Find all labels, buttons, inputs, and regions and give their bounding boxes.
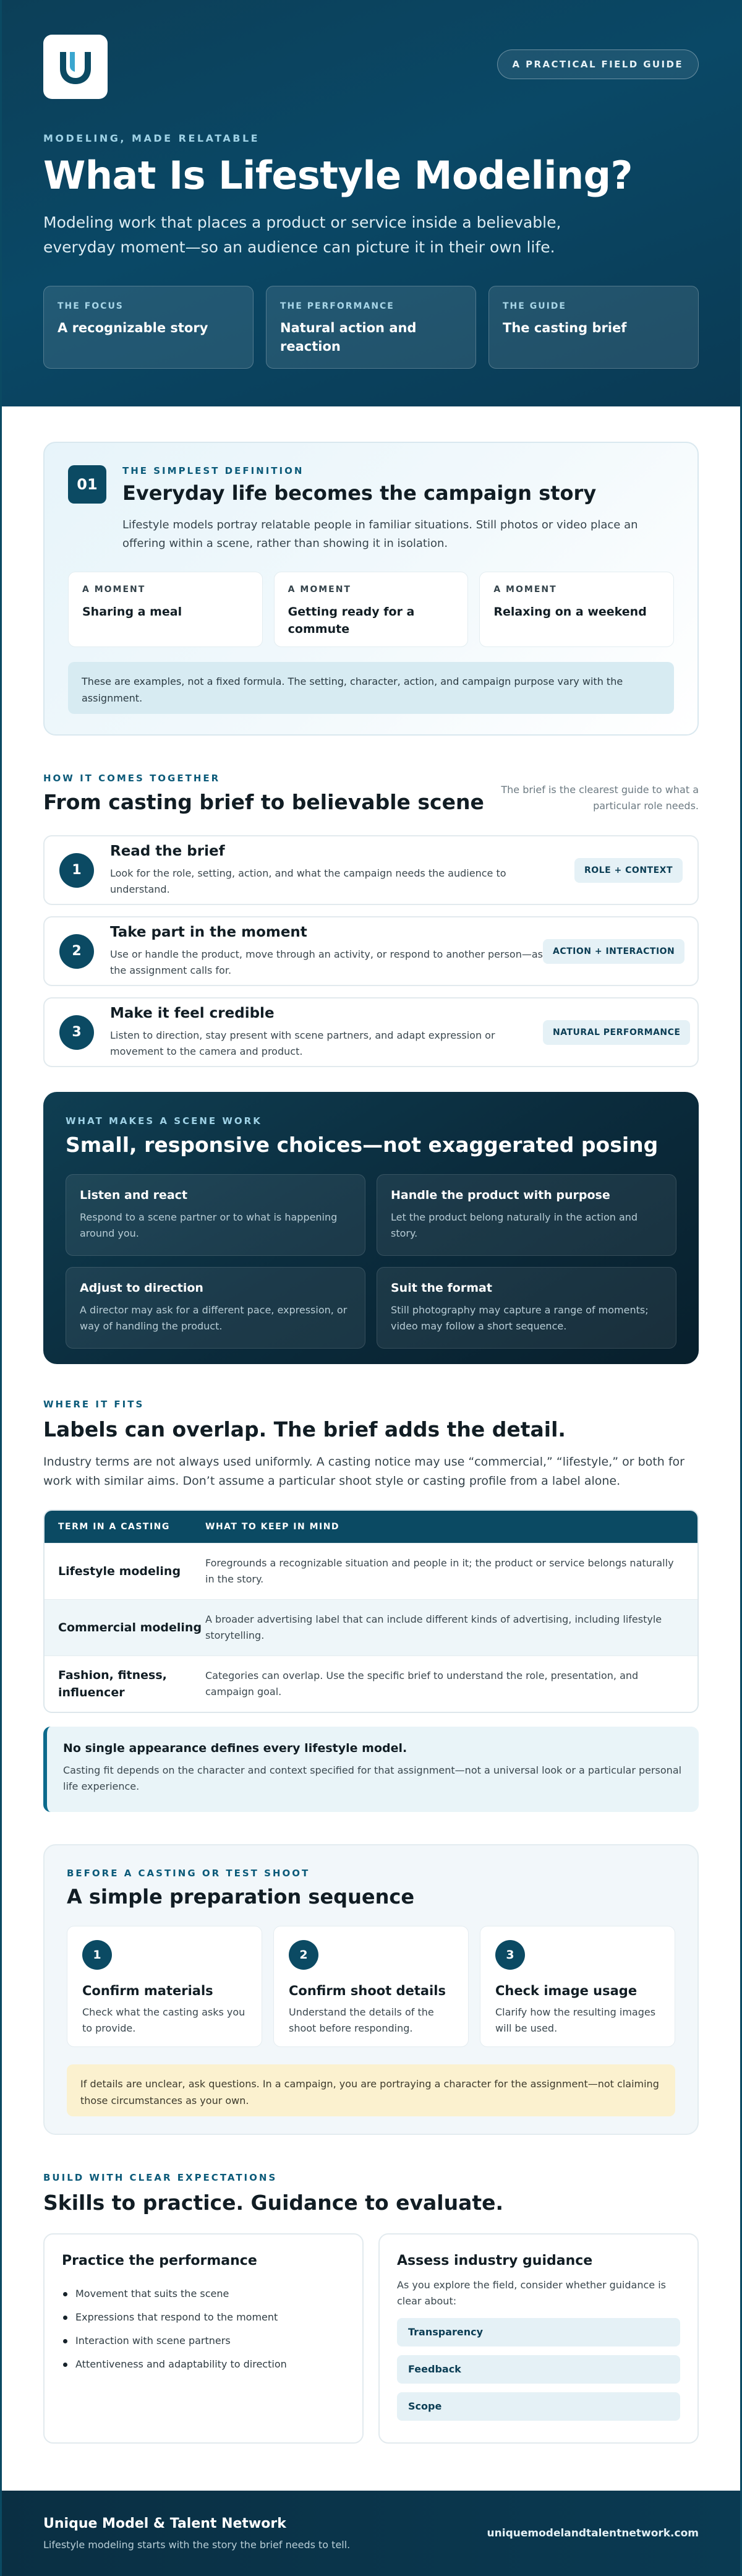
definition-section	[43, 442, 699, 736]
guidance-item: Scope	[397, 2392, 680, 2421]
appearance-callout	[43, 1727, 699, 1812]
guidance-title: Assess industry guidance	[397, 2253, 593, 2269]
practice-list	[62, 2282, 345, 2376]
scene-card-title: Listen and react	[80, 1188, 188, 1202]
skills-eyebrow: BUILD WITH CLEAR EXPECTATIONS	[43, 2172, 278, 2183]
prep-step-text: Clarify how the resulting images will be used.	[495, 2006, 656, 2034]
definition-title: Everyday life becomes the campaign story	[122, 481, 597, 505]
u-logo-icon[interactable]	[43, 35, 108, 99]
moment-value: Sharing a meal	[82, 605, 182, 619]
step-number: 2	[59, 934, 94, 969]
scene-card-title: Adjust to direction	[80, 1281, 203, 1295]
prep-step-number: 1	[82, 1940, 112, 1970]
fits-text: Industry terms are not always used uniformly. A casting notice may use “commercial,” “lifestyle,” or both for work with similar aims. Don’t assume a particular shoot style or casting profile from a label alone.	[43, 1455, 684, 1488]
scene-card-text: Still photography may capture a range of moments; video may follow a short sequence.	[391, 1304, 649, 1332]
footer-tagline: Lifestyle modeling starts with the story the brief needs to tell.	[43, 2539, 351, 2551]
callout-title: No single appearance defines every lifestyle model.	[63, 1741, 407, 1755]
prep-step-number: 3	[495, 1940, 525, 1970]
step-tag: ACTION + INTERACTION	[543, 939, 684, 964]
list-item: Expressions that respond to the moment	[62, 2306, 345, 2329]
moment-label: A MOMENT	[82, 585, 146, 595]
prep-step-title: Confirm materials	[82, 1983, 213, 1998]
step-tag: ROLE + CONTEXT	[574, 858, 683, 883]
terms-table	[43, 1509, 699, 1713]
scene-section	[43, 1092, 699, 1364]
guidance-text: As you explore the field, consider whether guidance is clear about:	[397, 2279, 666, 2307]
step-title: Read the brief	[110, 843, 225, 859]
moment-value: Relaxing on a weekend	[493, 605, 647, 619]
prep-title: A simple preparation sequence	[67, 1885, 415, 1908]
moment-card	[274, 572, 469, 647]
footer-website-link[interactable]: uniquemodelandtalentnetwork.com	[487, 2527, 699, 2540]
step-card	[43, 835, 699, 905]
hero-subtitle: Modeling work that places a product or service inside a believable, everyday moment—so an audience can picture it in their own life.	[43, 213, 561, 256]
hero-card-value: Natural action and reaction	[280, 320, 417, 354]
step-card	[43, 916, 699, 986]
hero-card-performance	[266, 286, 476, 369]
step-number: 1	[59, 853, 94, 888]
list-item: Attentiveness and adaptability to direction	[62, 2353, 345, 2376]
table-cell-note: Categories can overlap. Use the specific brief to understand the role, presentation, and campaign goal.	[205, 1670, 639, 1698]
table-row	[45, 1543, 697, 1599]
practice-title: Practice the performance	[62, 2253, 257, 2269]
prep-step-number: 2	[289, 1940, 318, 1970]
how-eyebrow: HOW IT COMES TOGETHER	[43, 773, 221, 784]
moment-value: Getting ready for a commute	[288, 605, 415, 636]
definition-text: Lifestyle models portray relatable people in familiar situations. Still photos or video place an offering within a scene, rather than showing it in isolation.	[122, 518, 638, 550]
step-title: Make it feel credible	[110, 1005, 275, 1021]
step-card	[43, 997, 699, 1067]
moment-label: A MOMENT	[493, 585, 557, 595]
prep-step-card	[67, 1926, 262, 2047]
table-header-term: TERM IN A CASTING	[58, 1522, 170, 1532]
list-item: Movement that suits the scene	[62, 2282, 345, 2306]
scene-card-text: Respond to a scene partner or to what is happening around you.	[80, 1211, 338, 1239]
section-number-badge: 01	[68, 465, 106, 504]
hero-card-focus	[43, 286, 254, 369]
footer-brand: Unique Model & Talent Network	[43, 2516, 286, 2531]
step-text: Listen to direction, stay present with scene partners, and adapt expression or movement to the camera and product.	[110, 1029, 495, 1057]
step-text: Look for the role, setting, action, and what the campaign needs the audience to understand.	[110, 867, 506, 895]
list-item: Interaction with scene partners	[62, 2329, 345, 2353]
prep-step-title: Check image usage	[495, 1983, 638, 1998]
guidance-item: Transparency	[397, 2318, 680, 2346]
practice-card	[43, 2233, 364, 2444]
prep-step-text: Check what the casting asks you to provide.	[82, 2006, 245, 2034]
step-text: Use or handle the product, move through an activity, or respond to another person—as the assignment calls for.	[110, 948, 543, 976]
prep-note: If details are unclear, ask questions. In a campaign, you are portraying a character for the assignment—not claiming those circumstances as your own.	[67, 2064, 675, 2116]
scene-eyebrow: WHAT MAKES A SCENE WORK	[66, 1115, 262, 1127]
hero-card-label: THE GUIDE	[503, 301, 566, 311]
how-note: The brief is the clearest guide to what a particular role needs.	[501, 784, 699, 812]
scene-title: Small, responsive choices—not exaggerated posing	[66, 1133, 659, 1157]
scene-card-text: A director may ask for a different pace, expression, or way of handling the product.	[80, 1304, 348, 1332]
fits-title: Labels can overlap. The brief adds the detail.	[43, 1417, 566, 1441]
scene-card-title: Handle the product with purpose	[391, 1188, 610, 1202]
guidance-item: Feedback	[397, 2355, 680, 2384]
moment-card	[68, 572, 263, 647]
footer	[2, 2491, 740, 2576]
prep-step-title: Confirm shoot details	[289, 1983, 446, 1998]
scene-card-title: Suit the format	[391, 1281, 492, 1295]
how-title: From casting brief to believable scene	[43, 790, 484, 814]
scene-card	[377, 1174, 676, 1256]
prep-section	[43, 1844, 699, 2135]
field-guide-badge: A PRACTICAL FIELD GUIDE	[497, 49, 699, 79]
scene-card-text: Let the product belong naturally in the action and story.	[391, 1211, 638, 1239]
definition-note: These are examples, not a fixed formula. The setting, character, action, and campaign purpose vary with the assignment.	[68, 662, 674, 714]
moment-card	[479, 572, 674, 647]
scene-card	[66, 1174, 365, 1256]
how-section	[43, 773, 699, 1067]
fits-eyebrow: WHERE IT FITS	[43, 1399, 145, 1410]
skills-title: Skills to practice. Guidance to evaluate.	[43, 2191, 504, 2215]
hero-card-value: The casting brief	[503, 320, 627, 335]
step-tag: NATURAL PERFORMANCE	[543, 1020, 690, 1045]
guidance-card	[378, 2233, 699, 2444]
hero-card-label: THE PERFORMANCE	[280, 301, 394, 311]
table-cell-term: Lifestyle modeling	[58, 1565, 181, 1578]
table-row	[45, 1599, 697, 1655]
table-cell-note: Foregrounds a recognizable situation and people in it; the product or service belongs naturally in the story.	[205, 1557, 674, 1585]
table-header-note: WHAT TO KEEP IN MIND	[205, 1522, 340, 1532]
table-cell-note: A broader advertising label that can include different kinds of advertising, including lifestyle storytelling.	[205, 1613, 662, 1641]
table-header	[45, 1511, 697, 1543]
table-cell-term: Fashion, fitness, influencer	[58, 1668, 167, 1699]
prep-step-card	[480, 1926, 675, 2047]
moment-label: A MOMENT	[288, 585, 351, 595]
prep-step-text: Understand the details of the shoot before responding.	[289, 2006, 434, 2034]
prep-eyebrow: BEFORE A CASTING OR TEST SHOOT	[67, 1868, 310, 1879]
page-title: What Is Lifestyle Modeling?	[43, 153, 633, 198]
hero-eyebrow: MODELING, MADE RELATABLE	[43, 132, 260, 144]
definition-eyebrow: THE SIMPLEST DEFINITION	[122, 465, 304, 476]
hero	[2, 0, 740, 406]
hero-card-label: THE FOCUS	[58, 301, 124, 311]
callout-text: Casting fit depends on the character and context specified for that assignment—not a universal look or a particular personal life experience.	[63, 1764, 682, 1792]
hero-card-guide	[488, 286, 699, 369]
step-title: Take part in the moment	[110, 924, 307, 940]
prep-step-card	[273, 1926, 469, 2047]
table-row	[45, 1655, 697, 1712]
scene-card	[377, 1267, 676, 1349]
step-number: 3	[59, 1015, 94, 1050]
hero-card-value: A recognizable story	[58, 320, 208, 335]
table-cell-term: Commercial modeling	[58, 1621, 202, 1634]
skills-section	[43, 2172, 699, 2444]
fits-section	[43, 1399, 699, 1812]
scene-card	[66, 1267, 365, 1349]
